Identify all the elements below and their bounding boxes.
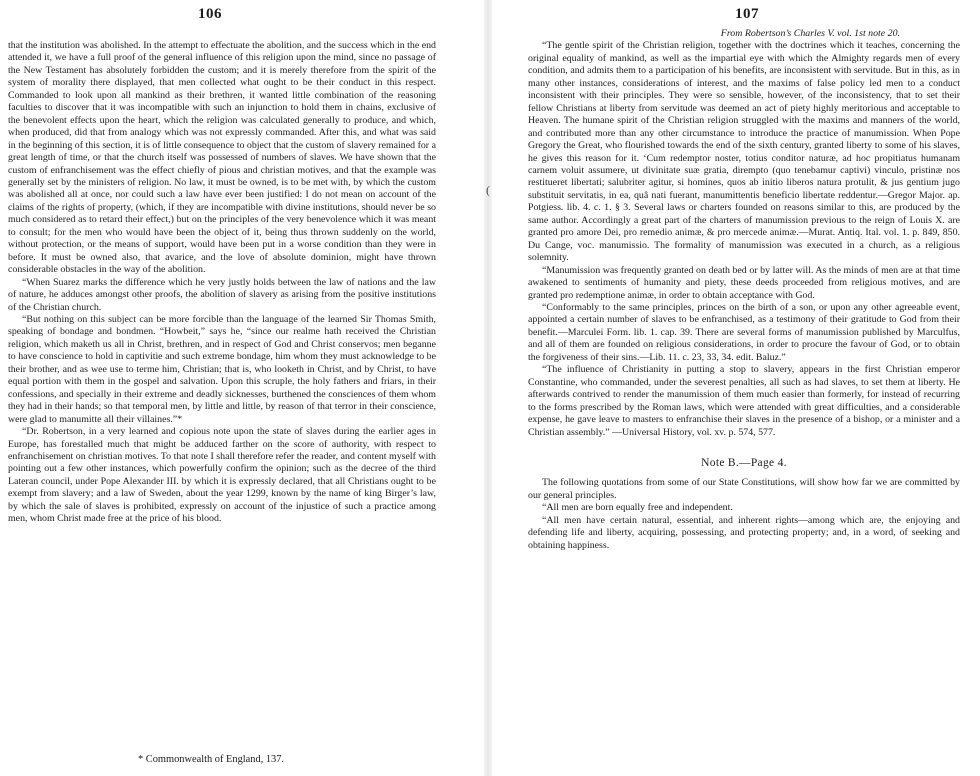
paragraph: “The gentle spirit of the Christian religion, together with the doctrines which it teaches, concerning the original equality of mankind, as well as the impartial eye with which the Almighty regards men of every condition, and admits them to a participation of his benefits, are inconsistent with servitude. But in this, as in many other instances, considerations of interest, and the maxims of false policy led men to a conduct inconsistent with their principles. They were so sensible, however, of the inconsistency, that to set their fellow Christians at liberty from servitude was deemed an act of piety highly meritorious and acceptable to Heaven. The humane spirit of the Christian religion struggled with the maxims and manners of the world, and contributed more than any other circumstance to introduce the practice of manumission. When Pope Gregory the Great, who flourished towards the end of the sixth century, granted liberty to some of his slaves, he gives this reason for it. ‘Cum redemptor noster, totius conditor naturæ, ad hoc propitiatus humanam carnem voluit assumere, ut divinitate suæ gratia, dirempto (quo tenebamur captivi) vinculo, pristinæ nos restitueret libertati; salubriter agitur, si homines, quos ab initio liberos natura protulit, & jus gentium jugo substituit servitatis, in ea, quâ nati fuerant, manumittentis beneficio libertate reddentur.—Gregor Major. ap. Potgiess. lib. 4. c. 1. § 3. Several laws or charters founded on reasons similar to this, are produced by the same author. Accordingly a great part of the charters of manumission previous to the reign of Louis X. are granted pro amore Dei, pro remedio animæ, & pro mercede animæ.—Murat. Antiq. Ital. vol. 1. p. 849, 850. Du Cange, voc. manumissio. The formality of manumission was executed in a church, as a religious solemnity. (528, 40, 960, 264)
paragraph: The following quotations from some of our State Constitutions, will show how far we are committed by our general principles. (528, 477, 960, 501)
paragraph: “Conformably to the same principles, princes on the birth of a son, or upon any other agreeable event, appointed a certain number of slaves to be enfranchised, as a testimony of their gratitude to God from their benefit.—Marculei Form. lib. 1. cap. 39. There are several forms of manumission published by Marculfus, and all of them are founded on religious considerations, in order to procure the favour of God, or to obtain the forgiveness of their sins.—Lib. 11. c. 23, 33, 34. edit. Baluz.” (528, 301, 960, 363)
book-gutter (484, 0, 492, 776)
left-page (0, 0, 484, 776)
paragraph: “All men are born equally free and independent. (542, 502, 733, 514)
paragraph: “Manumission was frequently granted on death bed or by latter will. As the minds of men are at that time awakened to sentiments of humanity and piety, these deeds proceeded from religious motives, and are granted pro redemptione animæ, in order to obtain acceptance with God. (528, 264, 960, 301)
paragraph: “But nothing on this subject can be more forcible than the language of the learned Sir Thomas Smith, speaking of bondage and bondmen. “Howbeit,” says he, “since our realme hath received the Christian religion, which maketh us all in Christ, brethren, and in respect of God and Christ conservos; men beganne to have conscience to hold in captivitie and such extreme bondage, him whom they must acknowledge to be their brother, and as wee use to terme him, Christian; that is, who looketh in Christ, and by Christ, to have equal portion with them in the gospel and salvation. Upon this scruple, the holy fathers and friars, in their confessions, and specially in their extreme and deadly sicknesses, burthened the consciences of them whom they had in their hands; so that temporal men, by little and little, by reason of that terror in their conscience, were glad to manumitte all their villaines.”* (8, 313, 436, 425)
paragraph: “When Suarez marks the difference which he very justly holds between the law of nations and the law of nature, he adduces amongst other proofs, the abolition of slavery as arising from the positive institutions of the Christian church. (8, 276, 436, 313)
right-page (492, 0, 980, 776)
note-heading: Note B.—Page 4. (701, 456, 787, 469)
paragraph: “All men have certain natural, essential, and inherent rights—among which are, the enjoying and defending life and liberty, acquiring, possessing, and protecting property; and, in a word, of seeking and obtaining happiness. (528, 514, 960, 551)
page-number-left: 106 (198, 6, 222, 22)
gutter-mark: ( (486, 183, 490, 197)
right-text-column (528, 28, 960, 552)
footnote: * Commonwealth of England, 137. (138, 754, 285, 765)
left-text-column (8, 40, 436, 526)
paragraph: that the institution was abolished. In the attempt to effectuate the abolition, and the success which in the end attended it, we have a full proof of the general influence of this religion upon the mind, since no passage of the New Testament has absolutely forbidden the custom; and it is merely therefore from the spirit of the system of morality there displayed, that men collected what ought to be their conduct in this respect. Commanded to look upon all mankind as their brethren, it wanted little combination of the reasoning faculties to discover that it was incompatible with such an injunction to hold them in chains, exclusive of the benevolent effects upon the heart, which the religion was calculated generally to produce, and which, when produced, did that from analogy which was not expressly commanded. After this, and what was said in the beginning of this section, it is of little consequence to object that the custom of slavery remained for a great length of time, or that the church itself was possessed of numbers of slaves. We have shown that the custom of enfranchisement was the effect chiefly of pious and christian motives, and that the example was generally set by the ministers of religion. No law, it must be owned, is to be met with, by which the custom was abolished all at once, nor could such a law have ever been justified: I do not mean on account of the claims of the rights of property, (which, if they are incompatible with divine institutions, should never be so much considered as to retard their effect,) but on the principles of the very benevolence which it was meant to consult; for the men who would have been the object of it, being thus thrown suddenly on the world, without protection, or the means of support, would have been put in a worse condition than they were in before. It must be owned also, that avarice, and the love of absolute dominion, might have thrown considerable obstacles in the way of the abolition. (8, 40, 436, 276)
paragraph: “The influence of Christianity in putting a stop to slavery, appears in the first Christian emperor Constantine, who commanded, under the severest penalties, all such as had slaves, to set them at liberty. He afterwards contrived to render the manumission of them much easier than formerly, for instead of recurring to the forms prescribed by the Roman laws, which were attended with great difficulties, and a considerable expense, he gave leave to masters to enfranchise their slaves in the presence of a bishop, or a minister and a Christian assembly.” —Universal History, vol. xv. p. 574, 577. (528, 364, 960, 438)
paragraph: “Dr. Robertson, in a very learned and copious note upon the state of slaves during the earlier ages in Europe, has forestalled much that might be adduced farther on the score of authority, with respect to enfranchisement on christian motives. To that note I shall therefore refer the reader, and content myself with pointing out a few other instances, which powerfully confirm the opinion; such as the decree of the third Lateran council, under Pope Alexander III. by which it is expressly declared, that all Christians ought to be exempt from slavery; and a law of Sweden, about the year 1299, known by the name of king Birger’s law, by which the sale of slaves is prohibited, expressly on account of the injustice of such a practice among men, whom Christ made free at the price of his blood. (8, 426, 436, 525)
page-number-right: 107 (735, 6, 759, 22)
citation-heading: From Robertson’s Charles V. vol. 1st note 20. (720, 28, 900, 39)
